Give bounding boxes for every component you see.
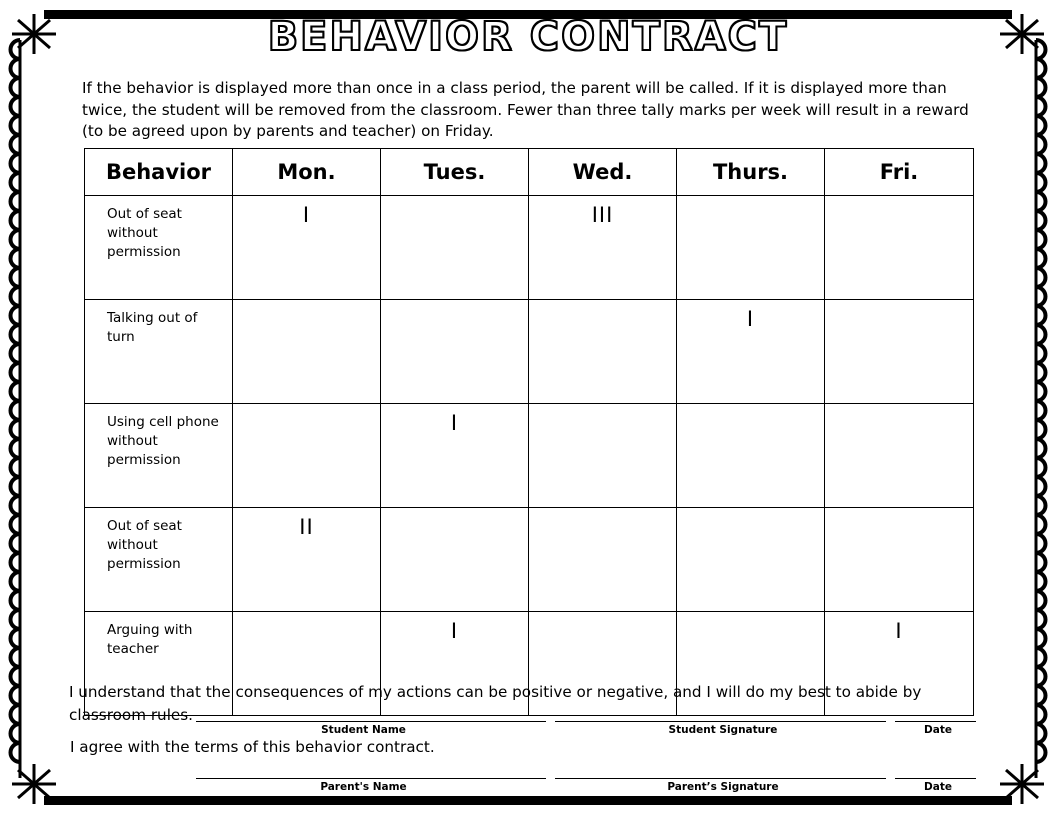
behavior-cell: Out of seat without permission xyxy=(85,196,233,300)
parent-name-caption: Parent's Name xyxy=(320,781,407,793)
parent-signature-caption: Parent’s Signature xyxy=(667,781,779,793)
parent-date-line[interactable] xyxy=(895,778,976,779)
tally-cell[interactable] xyxy=(825,300,974,404)
tally-cell[interactable] xyxy=(825,196,974,300)
header-behavior: Behavior xyxy=(85,149,233,196)
tally-cell[interactable]: III xyxy=(529,196,677,300)
header-row xyxy=(85,149,974,196)
tally-cell[interactable]: I xyxy=(381,612,529,716)
behavior-cell: Arguing with teacher xyxy=(85,612,233,716)
student-name-line[interactable] xyxy=(196,721,546,722)
student-date-caption: Date xyxy=(924,724,952,736)
table-row xyxy=(85,404,974,508)
table-row xyxy=(85,196,974,300)
corner-star-bottom-right xyxy=(1000,764,1044,804)
tally-cell[interactable]: I xyxy=(233,196,381,300)
header-fri: Fri. xyxy=(825,149,974,196)
behavior-table xyxy=(84,148,974,716)
tally-cell[interactable] xyxy=(529,300,677,404)
table-row xyxy=(85,508,974,612)
tally-cell[interactable]: I xyxy=(677,300,825,404)
tally-cell[interactable] xyxy=(381,508,529,612)
tally-cell[interactable] xyxy=(233,404,381,508)
header-tues: Tues. xyxy=(381,149,529,196)
tally-cell[interactable] xyxy=(677,404,825,508)
tally-cell[interactable] xyxy=(825,404,974,508)
behavior-cell: Talking out of turn xyxy=(85,300,233,404)
student-date-line[interactable] xyxy=(895,721,976,722)
behavior-cell: Out of seat without permission xyxy=(85,508,233,612)
header-mon: Mon. xyxy=(233,149,381,196)
behavior-cell: Using cell phone without permission xyxy=(85,404,233,508)
tally-cell[interactable] xyxy=(529,404,677,508)
header-thurs: Thurs. xyxy=(677,149,825,196)
header-wed: Wed. xyxy=(529,149,677,196)
intro-paragraph: If the behavior is displayed more than once in a class period, the parent will be called. If it is displayed more than twice, the student will be removed from the classroom. Fewer than three tally marks per week will result in a reward (to be agreed upon by parents and teacher) on Friday. xyxy=(82,79,969,140)
tally-cell[interactable] xyxy=(381,300,529,404)
student-signature-line[interactable] xyxy=(555,721,886,722)
table-row xyxy=(85,300,974,404)
parent-signature-line[interactable] xyxy=(555,778,886,779)
tally-cell[interactable] xyxy=(825,508,974,612)
understand-statement: I understand that the consequences of my actions can be positive or negative, and I will do my best to abide by classroom rules. xyxy=(69,683,922,724)
tally-cell[interactable]: I xyxy=(381,404,529,508)
tally-cell[interactable] xyxy=(381,196,529,300)
student-name-caption: Student Name xyxy=(321,724,406,736)
tally-cell[interactable] xyxy=(677,508,825,612)
page-title: BEHAVIOR CONTRACT xyxy=(267,14,789,60)
tally-cell[interactable] xyxy=(233,300,381,404)
parent-date-caption: Date xyxy=(924,781,952,793)
tally-cell[interactable]: II xyxy=(233,508,381,612)
tally-cell[interactable] xyxy=(529,508,677,612)
parent-name-line[interactable] xyxy=(196,778,546,779)
agree-statement: I agree with the terms of this behavior contract. xyxy=(70,738,435,756)
student-signature-caption: Student Signature xyxy=(668,724,778,736)
tally-cell[interactable]: I xyxy=(825,612,974,716)
border-bottom-bar xyxy=(44,796,1012,805)
tally-cell[interactable] xyxy=(677,196,825,300)
corner-star-bottom-left xyxy=(12,764,56,804)
